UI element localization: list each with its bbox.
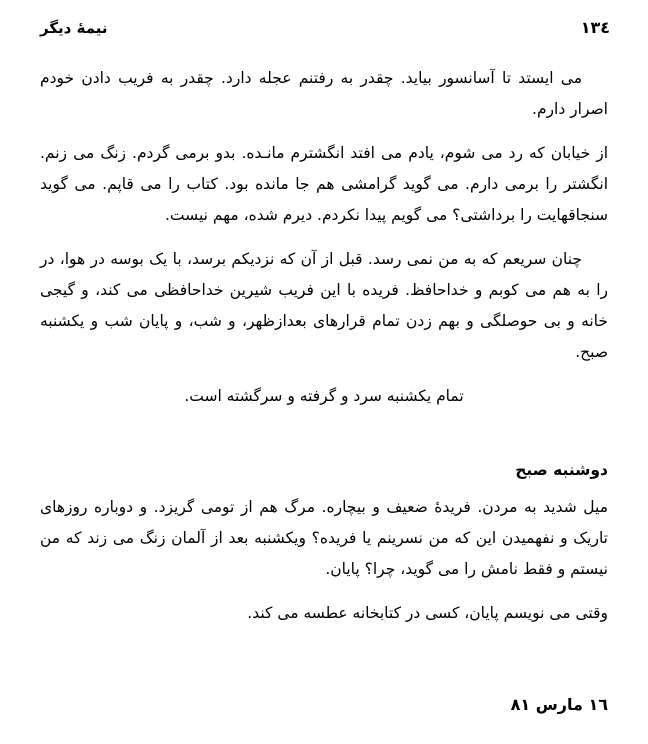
page-number: ١٣٤ [580, 18, 610, 37]
paragraph: وقتی می نویسم پایان، کسی در کتابخانه عطسه می کند. [247, 604, 608, 622]
date-stamp: ١٦ مارس ٨١ [510, 695, 608, 714]
paragraph: چنان سریعم که به من نمی رسد. قبل از آن که نزدیکم برسد، با یک بوسه در هوا، در را به هم می کوبم و خداحافظ. فریده با این فریب شیرین خداحافظی می کند، و گیجی خانه و بی حوصلگی و بهم زدن تمام قرارهای بعدازظهر، و شب، و پایان شب و یکشنبه صبح. [40, 250, 608, 361]
section-spacer [40, 425, 608, 455]
paragraph: تمام یکشنبه سرد و گرفته و سرگشته است. [184, 387, 464, 405]
paragraph: می ایستد تا آسانسور بیاید. چقدر به رفتنم عجله دارد. چقدر به فریب دادن خودم اصرار دارم. [40, 69, 608, 118]
page-header [34, 18, 614, 37]
paragraph: میل شدید به مردن. فریدهٔ ضعیف و بیچاره. مرگ هم از تومی گریزد. و دوباره روزهای تاریک و نفهمیدن این که من نسرینم یا فریده؟ ویکشنبه بعد از آلمان زنگ می زند که من نیستم و فقط نامش را می گوید، چرا؟ پایان. [40, 498, 608, 578]
section-heading: دوشنبه صبح [515, 461, 608, 479]
page-body [34, 63, 614, 629]
book-title: نیمهٔ دیگر [40, 19, 108, 37]
paragraph: از خیابان که رد می شوم، یادم می افتد انگشترم مانـده. بدو برمی گردم. زنگ می زنم. انگشتر را برمی دارم. می گوید گرامشی هم جا مانده بود. کتاب را می قاپم. می گوید سنجاقهایت را برداشتی؟ می گویم پیدا نکردم. دیرم شده، مهم نیست. [40, 144, 608, 224]
